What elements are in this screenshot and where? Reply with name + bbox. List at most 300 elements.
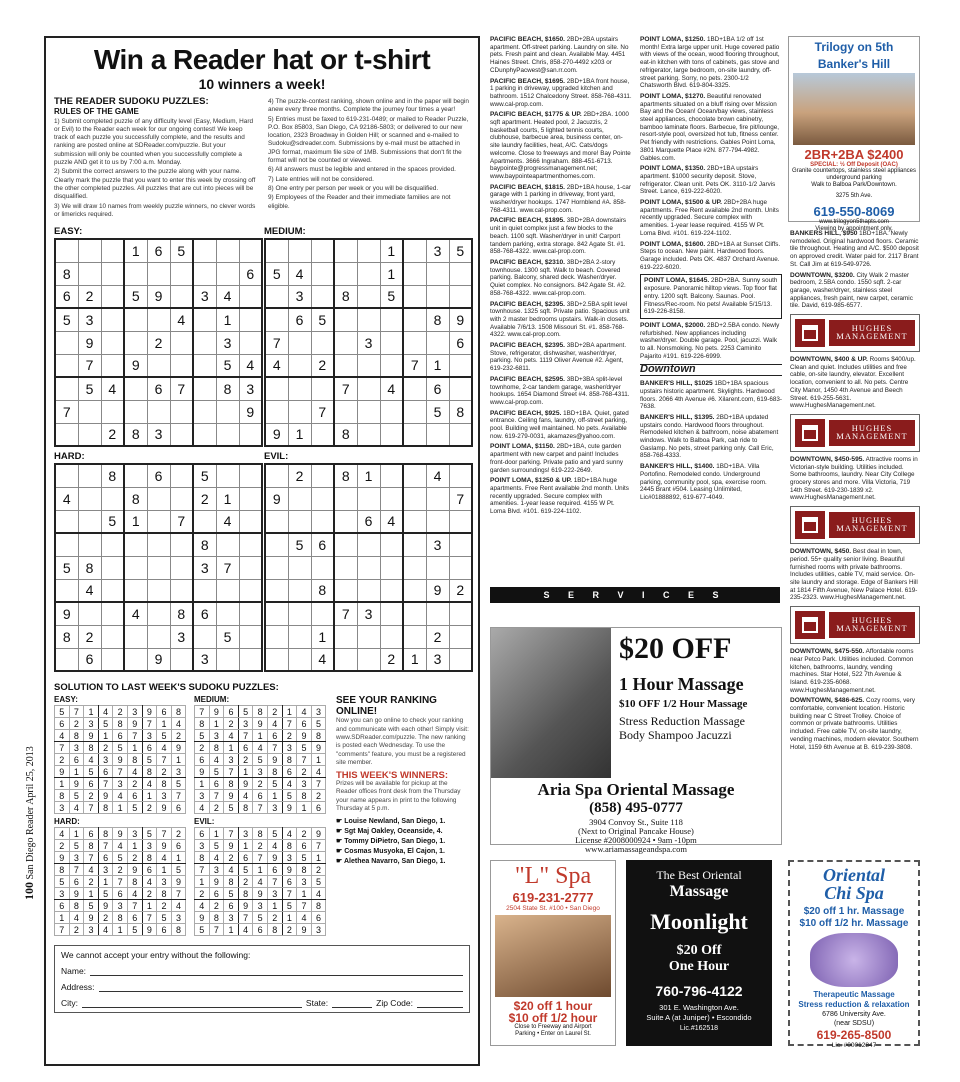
sudoku-cell[interactable] (380, 464, 403, 487)
solution-cell: 5 (171, 864, 186, 876)
sudoku-cell[interactable] (403, 510, 426, 533)
hughes-logo-text: HUGHES MANAGEMENT (829, 612, 915, 637)
sudoku-cell[interactable] (101, 400, 124, 423)
sudoku-cell[interactable] (426, 331, 449, 354)
ranking-text: Now you can go online to check your ranking and communicate with each other! Simply visit: www.SDReader.com/puzzle. The new ranking is posted each Wednesday. To use the "comments" feature, you must be a registered site member. (336, 717, 469, 767)
sudoku-cell[interactable] (265, 625, 288, 648)
name-field[interactable] (90, 966, 463, 976)
city-field[interactable] (82, 998, 302, 1008)
sudoku-cell[interactable] (55, 579, 78, 602)
solution-cell: 4 (171, 900, 186, 912)
sudoku-cell[interactable] (288, 602, 311, 625)
sudoku-cell[interactable] (311, 331, 334, 354)
solution-cell: 2 (98, 912, 113, 924)
listing: BANKER'S HILL, $1400. 1BD+1BA. Villa Portofino. Remodeled condo. Underground parking, community pool, spa, exercise room. 2445 Brant #504. Leasing Unlimited, Lic#01888892, 619-677-4049. (640, 463, 767, 501)
solution-cell: 2 (195, 742, 210, 754)
sudoku-cell[interactable] (147, 262, 170, 285)
sudoku-cell[interactable] (239, 648, 262, 671)
sudoku-cell[interactable] (239, 602, 262, 625)
sudoku-cell[interactable] (334, 331, 357, 354)
solution-cell: 2 (238, 754, 253, 766)
sudoku-cell[interactable] (239, 331, 262, 354)
sudoku-cell[interactable] (101, 308, 124, 331)
sudoku-cell[interactable] (403, 625, 426, 648)
solution-cell: 8 (113, 718, 128, 730)
sudoku-cell[interactable] (449, 625, 472, 648)
sudoku-cell[interactable] (170, 579, 193, 602)
sudoku-cell[interactable] (403, 400, 426, 423)
sudoku-cell[interactable] (147, 533, 170, 556)
sudoku-cell[interactable] (216, 602, 239, 625)
sudoku-cell[interactable] (101, 285, 124, 308)
solution-cell: 5 (267, 828, 282, 840)
zip-field[interactable] (417, 998, 463, 1008)
sudoku-cell[interactable] (449, 262, 472, 285)
sudoku-cell[interactable] (193, 377, 216, 400)
sudoku-cell[interactable] (216, 262, 239, 285)
sudoku-cell[interactable] (239, 285, 262, 308)
solution-cell: 7 (142, 718, 157, 730)
sudoku-cell[interactable] (239, 556, 262, 579)
sudoku-cell[interactable] (170, 464, 193, 487)
sudoku-cell[interactable] (78, 239, 101, 262)
solution-cell: 7 (113, 766, 128, 778)
sudoku-cell[interactable] (170, 556, 193, 579)
sudoku-cell[interactable] (288, 377, 311, 400)
sudoku-cell[interactable] (239, 487, 262, 510)
sudoku-cell[interactable] (403, 331, 426, 354)
solution-cell: 6 (84, 778, 99, 790)
sudoku-cell[interactable] (380, 556, 403, 579)
sudoku-cell[interactable] (124, 533, 147, 556)
rule-8: 8) One entry per person per week or you will be disqualified. (268, 184, 439, 192)
sudoku-cell[interactable] (193, 400, 216, 423)
sudoku-cell[interactable] (265, 308, 288, 331)
solution-cell: 8 (209, 742, 224, 754)
sudoku-cell[interactable] (357, 533, 380, 556)
sudoku-cell[interactable] (124, 308, 147, 331)
sudoku-cell[interactable] (101, 648, 124, 671)
sudoku-cell[interactable] (311, 487, 334, 510)
sudoku-cell[interactable] (403, 533, 426, 556)
sudoku-cell: 9 (265, 487, 288, 510)
aria-services: Stress Reduction Massage Body Shampoo Jacuzzi (619, 714, 745, 742)
sudoku-cell: 2 (380, 648, 403, 671)
sudoku-cell[interactable] (334, 510, 357, 533)
sudoku-cell[interactable] (265, 533, 288, 556)
solution-cell: 7 (311, 778, 326, 790)
sudoku-cell[interactable] (170, 331, 193, 354)
sudoku-cell[interactable] (288, 331, 311, 354)
sudoku-cell[interactable] (288, 648, 311, 671)
sudoku-cell[interactable] (426, 556, 449, 579)
sudoku-cell[interactable] (311, 285, 334, 308)
sudoku-cell[interactable] (288, 510, 311, 533)
solution-cell: 8 (157, 888, 172, 900)
sudoku-cell[interactable] (216, 423, 239, 446)
solution-cell: 6 (297, 718, 312, 730)
sudoku-cell[interactable] (124, 648, 147, 671)
sudoku-cell[interactable] (78, 487, 101, 510)
solution-cell: 8 (55, 790, 70, 802)
solution-cell: 4 (253, 742, 268, 754)
sudoku-cell[interactable] (216, 648, 239, 671)
solution-cell: 4 (311, 888, 326, 900)
sudoku-cell[interactable] (334, 487, 357, 510)
solution-cell: 3 (253, 900, 268, 912)
sudoku-cell[interactable] (334, 625, 357, 648)
sudoku-cell[interactable] (449, 423, 472, 446)
sudoku-cell[interactable] (380, 400, 403, 423)
sudoku-cell[interactable] (193, 625, 216, 648)
sudoku-cell[interactable] (426, 510, 449, 533)
hughes-logo-icon (795, 419, 825, 447)
sudoku-cell[interactable] (449, 602, 472, 625)
solution-cell: 7 (127, 730, 142, 742)
solution-cell: 7 (84, 852, 99, 864)
sudoku-cell[interactable] (311, 423, 334, 446)
sudoku-cell[interactable] (334, 579, 357, 602)
sudoku-cell[interactable] (334, 354, 357, 377)
sudoku-cell[interactable] (101, 239, 124, 262)
sudoku-cell[interactable] (193, 354, 216, 377)
solution-cell: 4 (238, 924, 253, 936)
sudoku-cell[interactable] (311, 510, 334, 533)
solution-cell: 8 (113, 912, 128, 924)
sudoku-cell[interactable] (55, 239, 78, 262)
chi-spa-service-2: Stress reduction & relaxation (798, 1000, 910, 1009)
solution-cell: 4 (238, 790, 253, 802)
sudoku-cell[interactable] (334, 533, 357, 556)
sudoku-cell[interactable] (357, 400, 380, 423)
sudoku-cell[interactable] (170, 648, 193, 671)
sudoku-cell[interactable] (426, 285, 449, 308)
sudoku-cell[interactable] (170, 533, 193, 556)
rule-4: 4) The puzzle-contest ranking, shown online and in the paper will begin anew every three months. Complete the journey four times a year! (268, 98, 469, 114)
rule-2: 2) Submit the correct answers to the puzzle along with your name. Clearly mark the puzzle that you want to enter this week by crossing off the other completed puzzles. All puzzles that are cut into pieces will be disqualified. (54, 168, 256, 201)
sudoku-cell[interactable] (426, 423, 449, 446)
sudoku-cell[interactable] (288, 400, 311, 423)
sudoku-cell[interactable] (288, 487, 311, 510)
sudoku-cell[interactable] (78, 602, 101, 625)
sudoku-cell[interactable] (265, 285, 288, 308)
sudoku-cell[interactable] (124, 377, 147, 400)
solution-cell: 5 (84, 900, 99, 912)
sudoku-cell[interactable] (55, 464, 78, 487)
sudoku-cell[interactable] (288, 354, 311, 377)
sudoku-cell[interactable] (357, 648, 380, 671)
sudoku-cell[interactable] (193, 308, 216, 331)
sudoku-cell[interactable] (449, 285, 472, 308)
sudoku-cell[interactable] (380, 487, 403, 510)
sudoku-cell[interactable] (357, 239, 380, 262)
sudoku-cell[interactable] (403, 579, 426, 602)
sudoku-cell[interactable] (124, 625, 147, 648)
solution-cell: 6 (55, 718, 70, 730)
sudoku-cell[interactable] (403, 239, 426, 262)
sudoku-cell[interactable] (147, 400, 170, 423)
trilogy-detail: underground parking (826, 175, 882, 181)
sudoku-cell[interactable] (449, 556, 472, 579)
sudoku-cell[interactable] (357, 308, 380, 331)
sudoku-cell[interactable] (311, 262, 334, 285)
address-field[interactable] (99, 982, 463, 992)
solution-cell: 1 (142, 900, 157, 912)
sudoku-cell[interactable] (170, 262, 193, 285)
easy-solution (54, 695, 190, 817)
sudoku-cell[interactable] (449, 377, 472, 400)
sudoku-cell[interactable] (55, 510, 78, 533)
sudoku-cell[interactable] (357, 487, 380, 510)
sudoku-cell[interactable] (147, 308, 170, 331)
solution-cell: 9 (69, 888, 84, 900)
sudoku-cell[interactable] (216, 533, 239, 556)
sudoku-cell[interactable] (78, 400, 101, 423)
sudoku-cell[interactable] (311, 556, 334, 579)
sudoku-cell[interactable] (239, 510, 262, 533)
solution-cell: 4 (113, 840, 128, 852)
solution-cell: 3 (297, 778, 312, 790)
solution-cell: 3 (84, 718, 99, 730)
l-spa-offer: $20 off 1 hour (513, 999, 593, 1013)
sudoku-cell[interactable] (101, 487, 124, 510)
sudoku-cell[interactable] (55, 354, 78, 377)
sudoku-cell[interactable] (101, 331, 124, 354)
sudoku-cell[interactable] (334, 400, 357, 423)
classifieds-column-2 (640, 36, 782, 505)
sudoku-cell[interactable] (193, 239, 216, 262)
sudoku-cell[interactable] (265, 556, 288, 579)
sudoku-cell[interactable] (380, 354, 403, 377)
solution-cell: 3 (142, 730, 157, 742)
solution-cell: 2 (253, 840, 268, 852)
hard-grid (54, 463, 263, 672)
sudoku-cell[interactable] (449, 533, 472, 556)
sudoku-cell[interactable] (380, 579, 403, 602)
sudoku-cell: 2 (288, 464, 311, 487)
sudoku-cell[interactable] (78, 464, 101, 487)
listing: POINT LOMA, $1150. 2BD+1BA, cute garden apartment with new carpet and paint! Includes front-door parking. Private patio and yard sunny garden surroundings! 619-222-2649. (490, 443, 624, 474)
sudoku-cell[interactable] (193, 423, 216, 446)
sudoku-cell[interactable] (426, 487, 449, 510)
sudoku-cell[interactable] (357, 556, 380, 579)
sudoku-cell[interactable] (147, 579, 170, 602)
sudoku-cell[interactable] (265, 579, 288, 602)
sudoku-cell[interactable] (403, 308, 426, 331)
sudoku-cell[interactable] (147, 602, 170, 625)
solution-cell: 4 (224, 730, 239, 742)
sudoku-cell[interactable] (426, 602, 449, 625)
sudoku-cell[interactable] (78, 262, 101, 285)
sudoku-cell[interactable] (334, 648, 357, 671)
sudoku-cell[interactable] (288, 625, 311, 648)
sudoku-cell: 7 (55, 400, 78, 423)
solution-cell: 8 (98, 802, 113, 814)
sudoku-cell[interactable] (380, 602, 403, 625)
sudoku-cell[interactable] (403, 556, 426, 579)
sudoku-cell[interactable] (78, 533, 101, 556)
sudoku-cell: 8 (334, 285, 357, 308)
sudoku-cell[interactable] (403, 423, 426, 446)
sudoku-cell[interactable] (239, 625, 262, 648)
sudoku-cell[interactable] (265, 400, 288, 423)
sudoku-cell[interactable] (357, 354, 380, 377)
sudoku-cell[interactable] (124, 400, 147, 423)
listing: DOWNTOWN, $450-595. Attractive rooms in Victorian-style building. Utilities included. Some bathrooms, laundry. Near City College grocery stores and more. Villa Victoria, 719 14th Street. 619-230-1839 x2. www.HughesManagement.net. (790, 455, 918, 502)
sudoku-cell[interactable] (101, 625, 124, 648)
sudoku-cell[interactable] (380, 533, 403, 556)
boxed-listing: POINT LOMA, $1645. 2BD+2BA. Sunny south exposure. Panoramic hilltop views. Top floor flat entry. 1200 sqft. Balcony. Saunas. Pool. Fitness/Rec-room. No pets! Available 5/15/13. 619-226-8158. (640, 274, 782, 319)
sudoku-cell[interactable] (449, 464, 472, 487)
solution-cell: 3 (282, 852, 297, 864)
sudoku-cell[interactable] (265, 464, 288, 487)
sudoku-cell[interactable] (239, 579, 262, 602)
sudoku-cell[interactable] (239, 464, 262, 487)
sudoku-cell[interactable] (78, 510, 101, 533)
sudoku-cell[interactable] (193, 510, 216, 533)
sudoku-cell: 4 (265, 354, 288, 377)
sudoku-cell[interactable] (357, 423, 380, 446)
sudoku-cell[interactable] (101, 602, 124, 625)
sudoku-cell[interactable] (147, 510, 170, 533)
sudoku-cell[interactable] (101, 556, 124, 579)
classifieds-column-1 (490, 36, 632, 519)
sudoku-cell[interactable] (380, 625, 403, 648)
sudoku-cell[interactable] (357, 579, 380, 602)
sudoku-cell[interactable] (147, 556, 170, 579)
sudoku-cell[interactable] (216, 579, 239, 602)
listing: POINT LOMA, $1250. 1BD+1BA 1/2 off 1st month! Extra large upper unit. Huge covered patio with views of the ocean, wood flooring throughout, eat-in kitchen with tons of cabinets, gas stove and refrigerator, large bedroom, on-site laundry, off-street parking. Sorry, no pets. 2300-1/2 Chatsworth Blvd. 619-804-3325. (640, 36, 780, 90)
sudoku-cell[interactable] (216, 239, 239, 262)
sudoku-cell[interactable] (124, 556, 147, 579)
sudoku-cell[interactable] (55, 331, 78, 354)
sudoku-cell[interactable] (380, 331, 403, 354)
sudoku-cell[interactable] (170, 423, 193, 446)
sudoku-cell[interactable] (288, 579, 311, 602)
sudoku-cell[interactable] (265, 239, 288, 262)
sudoku-cell[interactable] (403, 464, 426, 487)
sudoku-cell[interactable] (334, 556, 357, 579)
aria-address: 3904 Convoy St., Suite 118 (Next to Original Pancake House) License #2008000924 • 9am -10pm www.ariamassageandspa.com (575, 817, 697, 854)
sudoku-cell[interactable] (101, 262, 124, 285)
sudoku-cell[interactable] (357, 625, 380, 648)
sudoku-cell[interactable] (55, 423, 78, 446)
solution-cell: 9 (253, 718, 268, 730)
solution-cell: 9 (171, 876, 186, 888)
solution-cell: 8 (98, 828, 113, 840)
sudoku-cell[interactable] (265, 377, 288, 400)
sudoku-cell[interactable] (265, 602, 288, 625)
sudoku-cell[interactable] (216, 400, 239, 423)
sudoku-cell[interactable] (311, 602, 334, 625)
sudoku-cell[interactable] (147, 354, 170, 377)
sudoku-cell[interactable] (334, 239, 357, 262)
sudoku-cell[interactable] (288, 239, 311, 262)
sudoku-cell[interactable] (311, 239, 334, 262)
sudoku-cell[interactable] (403, 377, 426, 400)
state-field[interactable] (332, 998, 372, 1008)
sudoku-cell[interactable] (239, 308, 262, 331)
sudoku-cell[interactable] (193, 262, 216, 285)
sudoku-cell[interactable] (449, 510, 472, 533)
sudoku-cell[interactable] (55, 377, 78, 400)
sudoku-cell[interactable] (193, 331, 216, 354)
sudoku-cell[interactable] (403, 602, 426, 625)
solution-cell: 8 (69, 900, 84, 912)
sudoku-cell[interactable] (170, 400, 193, 423)
sudoku-cell[interactable] (170, 354, 193, 377)
solution-cell: 5 (224, 802, 239, 814)
sudoku-cell[interactable] (124, 464, 147, 487)
solution-cell: 7 (69, 864, 84, 876)
sudoku-cell[interactable] (334, 308, 357, 331)
sudoku-cell[interactable] (449, 648, 472, 671)
sudoku-cell[interactable] (147, 625, 170, 648)
sudoku-cell[interactable] (357, 285, 380, 308)
sudoku-cell[interactable] (101, 579, 124, 602)
sudoku-cell[interactable] (216, 464, 239, 487)
sudoku-cell[interactable] (55, 533, 78, 556)
sudoku-cell: 8 (449, 400, 472, 423)
sudoku-cell[interactable] (170, 285, 193, 308)
sudoku-cell[interactable] (239, 239, 262, 262)
sudoku-cell[interactable] (239, 533, 262, 556)
sudoku-cell[interactable] (357, 377, 380, 400)
solution-cell: 5 (209, 840, 224, 852)
solution-cell: 2 (98, 742, 113, 754)
sudoku-cell[interactable] (265, 648, 288, 671)
solution-cell: 5 (171, 778, 186, 790)
sudoku-cell[interactable] (403, 487, 426, 510)
sudoku-cell[interactable] (449, 354, 472, 377)
sudoku-cell[interactable] (357, 262, 380, 285)
rule-3: 3) We will draw 10 names from weekly puzzle winners, no clever words or limericks required. (54, 202, 256, 218)
sudoku-cell[interactable] (403, 262, 426, 285)
sudoku-cell[interactable] (101, 533, 124, 556)
sudoku-cell: 2 (193, 487, 216, 510)
sudoku-cell[interactable] (380, 423, 403, 446)
solution-cell: 4 (195, 802, 210, 814)
solution-cell: 8 (282, 754, 297, 766)
sudoku-cell[interactable] (311, 464, 334, 487)
solution-cell: 2 (282, 924, 297, 936)
sudoku-cell[interactable] (265, 510, 288, 533)
sudoku-cell[interactable] (288, 556, 311, 579)
sudoku-cell[interactable] (124, 331, 147, 354)
sudoku-cell[interactable] (426, 262, 449, 285)
solution-cell: 3 (238, 718, 253, 730)
sudoku-cell[interactable] (124, 579, 147, 602)
solution-cell: 6 (69, 876, 84, 888)
sudoku-cell[interactable] (101, 354, 124, 377)
solution-cell: 9 (224, 790, 239, 802)
sudoku-cell[interactable] (170, 487, 193, 510)
solution-cell: 7 (267, 876, 282, 888)
sudoku-cell[interactable] (55, 648, 78, 671)
sudoku-cell[interactable] (334, 262, 357, 285)
solution-cell: 9 (282, 802, 297, 814)
sudoku-cell[interactable] (311, 377, 334, 400)
solution-cell: 7 (55, 742, 70, 754)
sudoku-cell[interactable] (380, 308, 403, 331)
sudoku-cell[interactable] (78, 423, 101, 446)
sudoku-cell[interactable] (124, 262, 147, 285)
sudoku-cell[interactable] (147, 487, 170, 510)
sudoku-cell[interactable] (403, 285, 426, 308)
sudoku-cell[interactable] (239, 423, 262, 446)
winners-list (336, 817, 470, 867)
sudoku-cell[interactable] (193, 579, 216, 602)
